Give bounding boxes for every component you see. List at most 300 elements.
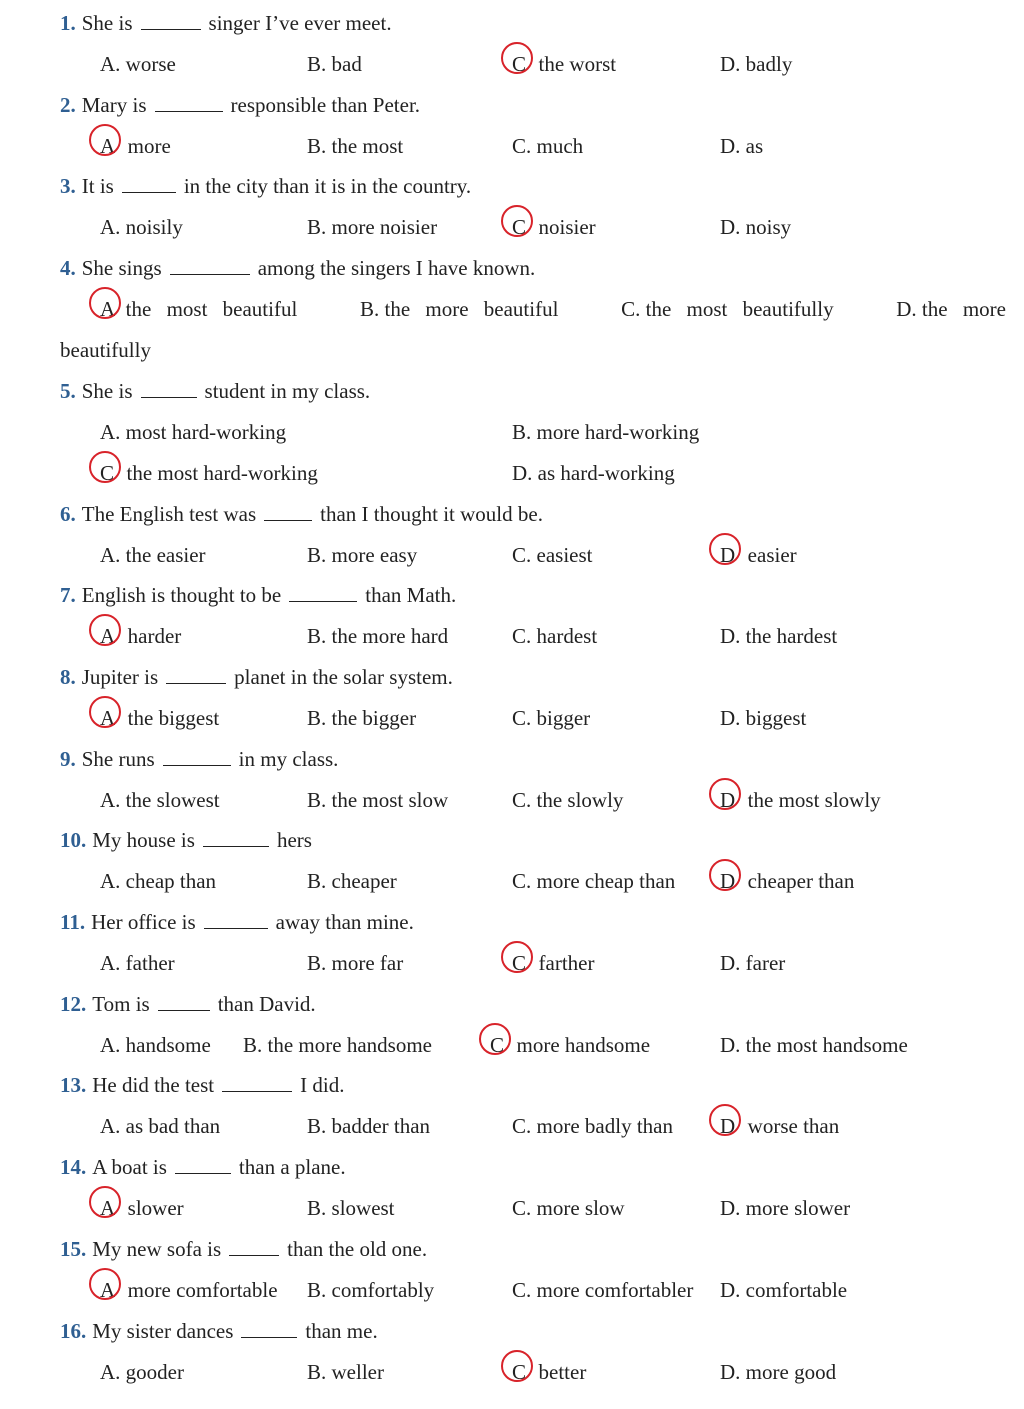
options-row (0, 210, 1024, 244)
option-letter: A (100, 292, 115, 326)
option-separator: . (735, 133, 746, 158)
option-text: biggest (745, 705, 807, 730)
answer-blank (122, 170, 176, 193)
option-text: the easier (125, 542, 206, 567)
option-b[interactable] (307, 864, 397, 898)
question-number: 4. (60, 256, 76, 281)
option-c[interactable] (512, 47, 616, 81)
option-b[interactable] (307, 47, 362, 81)
option-separator: . (735, 705, 746, 730)
options-row (0, 1355, 1024, 1389)
option-d[interactable] (720, 47, 792, 81)
option-a[interactable] (100, 129, 171, 163)
option-text: worse than (747, 1114, 840, 1139)
option-letter: B (307, 542, 322, 567)
option-separator: . (115, 951, 126, 975)
option-letter: A (100, 1359, 116, 1384)
option-text: more noisier (331, 215, 438, 240)
question-16 (60, 1314, 1020, 1348)
question-text-before: She runs (81, 746, 155, 771)
question-number: 16. (60, 1318, 87, 1343)
option-d[interactable] (720, 701, 806, 735)
option-d[interactable] (720, 946, 785, 980)
option-letter: C (490, 1028, 504, 1062)
option-b[interactable] (307, 538, 417, 572)
option-text: the more hard (331, 624, 449, 649)
option-c[interactable] (512, 619, 597, 653)
option-letter: B (307, 1196, 322, 1221)
option-text: as (745, 133, 764, 158)
options-row (0, 47, 1024, 81)
question-number: 2. (60, 92, 76, 117)
option-text: more far (331, 951, 404, 975)
question-text-before: English is thought to be (81, 583, 282, 608)
option-separator: . (115, 1032, 126, 1057)
option-text: the slowly (536, 787, 624, 812)
option-text: better (538, 1359, 587, 1384)
option-text: comfortable (745, 1277, 848, 1302)
answer-blank (166, 661, 226, 684)
option-letter: B (307, 624, 322, 649)
question-number: 3. (60, 174, 76, 199)
question-text-before: My house is (92, 828, 195, 853)
question-text-after: responsible than Peter. (230, 92, 421, 117)
option-letter: B (512, 419, 527, 444)
option-separator: . (526, 133, 537, 158)
option-separator: . (115, 787, 126, 812)
option-separator: . (321, 1277, 332, 1302)
option-b[interactable] (360, 292, 558, 326)
option-c[interactable] (512, 946, 594, 980)
question-1 (60, 6, 1020, 40)
option-c[interactable] (512, 538, 593, 572)
question-12 (60, 987, 1020, 1021)
option-separator: . (115, 52, 126, 76)
option-b[interactable] (307, 619, 448, 653)
question-text-before: She is (81, 11, 133, 35)
question-number: 15. (60, 1236, 87, 1261)
question-7 (60, 578, 1020, 612)
options-row (0, 619, 1024, 653)
option-text: cheap than (125, 869, 217, 894)
option-separator: . (735, 1277, 746, 1302)
question-4 (60, 251, 1020, 285)
option-c[interactable] (512, 1273, 693, 1307)
option-text: more slower (745, 1196, 851, 1221)
options-row (0, 946, 1024, 980)
question-number: 11. (60, 910, 86, 934)
question-9 (60, 742, 1020, 776)
option-text: slowest (331, 1196, 395, 1221)
option-letter: D (720, 1359, 736, 1384)
question-number: 14. (60, 1155, 87, 1180)
option-letter: B (307, 52, 322, 76)
option-c[interactable] (512, 1355, 586, 1389)
option-letter: C (512, 1196, 527, 1221)
option-letter: D (720, 624, 736, 649)
option-a[interactable] (100, 1109, 220, 1143)
question-text-before: She is (81, 378, 133, 403)
option-text: the more handsome (267, 1032, 432, 1057)
option-separator: . (526, 1114, 537, 1139)
option-d[interactable] (720, 1355, 836, 1389)
question-text-after: than I thought it would be. (320, 501, 543, 526)
option-b[interactable] (307, 1355, 384, 1389)
option-letter: A (100, 619, 115, 653)
question-text-after: hers (276, 828, 312, 853)
answer-blank (163, 743, 231, 766)
option-separator: . (526, 1196, 537, 1221)
option-letter: A (100, 951, 116, 975)
option-separator: . (526, 869, 537, 894)
question-text-before: Jupiter is (81, 664, 159, 689)
option-text: the most handsome (745, 1032, 908, 1057)
question-text-after: among the singers I have known. (257, 256, 536, 281)
option-d-continued: beautifully (60, 338, 151, 363)
option-separator: . (321, 1359, 332, 1384)
question-5 (60, 374, 1020, 408)
option-separator: . (115, 1359, 126, 1384)
option-text: more cheap than (536, 869, 676, 894)
option-letter: C (512, 47, 526, 81)
option-separator: . (257, 1032, 268, 1057)
option-letter: B (307, 787, 322, 812)
option-c[interactable] (490, 1028, 650, 1062)
option-letter: C (621, 297, 636, 322)
option-a[interactable] (100, 538, 206, 572)
option-b[interactable] (307, 946, 403, 980)
question-text-after: than David. (217, 991, 316, 1016)
option-letter: D (512, 460, 528, 485)
option-letter: B (307, 705, 322, 730)
option-b[interactable] (307, 1273, 434, 1307)
question-text-after: in my class. (238, 746, 339, 771)
option-a[interactable] (100, 1191, 184, 1225)
option-d[interactable] (720, 1109, 839, 1143)
option-text: more badly than (536, 1114, 673, 1139)
option-c[interactable] (512, 783, 623, 817)
option-separator: . (321, 705, 332, 730)
option-separator: . (321, 1114, 332, 1139)
option-c[interactable] (512, 129, 583, 163)
option-d[interactable] (720, 1273, 847, 1307)
option-text: harder (127, 624, 182, 649)
question-text-after: singer I’ve ever meet. (208, 11, 392, 35)
options-row (0, 538, 1024, 572)
question-number: 6. (60, 501, 76, 526)
option-letter: B (243, 1032, 258, 1057)
option-text: the more beautiful (384, 297, 559, 322)
option-text: the biggest (127, 705, 220, 730)
option-separator: . (526, 705, 537, 730)
option-letter: C (512, 787, 527, 812)
option-separator: . (735, 1196, 746, 1221)
option-separator: . (321, 215, 332, 240)
option-separator: . (321, 787, 332, 812)
question-15 (60, 1232, 1020, 1266)
options-row (0, 129, 1024, 163)
options-row (0, 783, 1024, 817)
option-text: handsome (125, 1032, 211, 1057)
option-d[interactable] (896, 292, 1006, 326)
option-text: hardest (536, 624, 598, 649)
option-separator: . (735, 624, 746, 649)
option-text: slower (127, 1196, 184, 1221)
option-text: the most beautiful (125, 297, 298, 322)
question-number: 1. (60, 11, 76, 35)
option-d[interactable] (720, 783, 881, 817)
option-letter: D (720, 783, 735, 817)
option-c[interactable] (512, 864, 675, 898)
option-d[interactable] (720, 1191, 850, 1225)
option-text: father (125, 951, 175, 975)
option-text: worse (125, 52, 176, 76)
option-a[interactable] (100, 864, 216, 898)
option-d[interactable] (720, 129, 763, 163)
options-row (0, 415, 1024, 449)
option-text: the most hard-working (126, 460, 318, 485)
option-letter: B (307, 1277, 322, 1302)
option-a[interactable] (100, 1273, 278, 1307)
answer-blank (141, 7, 201, 30)
option-letter: C (512, 210, 526, 244)
option-text: more hard-working (536, 419, 700, 444)
option-letter: A (100, 129, 115, 163)
option-separator: . (735, 1032, 746, 1057)
option-b[interactable] (307, 210, 437, 244)
option-text: as bad than (125, 1114, 221, 1139)
option-text: bad (331, 52, 362, 76)
option-text: comfortably (331, 1277, 435, 1302)
question-8 (60, 660, 1020, 694)
option-letter: D (720, 52, 736, 76)
answer-blank (241, 1315, 297, 1338)
option-text: farer (745, 951, 786, 975)
option-a[interactable] (100, 1028, 211, 1062)
option-letter: B (307, 1114, 322, 1139)
option-letter: A (100, 542, 116, 567)
question-text-before: Her office is (91, 910, 196, 934)
option-letter: C (512, 1114, 527, 1139)
option-letter: A (100, 215, 116, 240)
answer-blank (155, 89, 223, 112)
answer-blank (289, 579, 357, 602)
options-row (0, 1109, 1024, 1143)
option-a[interactable] (100, 783, 220, 817)
option-letter: A (100, 52, 116, 76)
question-text-after: in the city than it is in the country. (183, 174, 472, 199)
answer-blank (222, 1069, 292, 1092)
option-separator: . (526, 419, 537, 444)
question-3 (60, 169, 1020, 203)
question-number: 13. (60, 1073, 87, 1098)
option-separator: . (526, 624, 537, 649)
answer-blank (229, 1233, 279, 1256)
option-separator: . (321, 624, 332, 649)
option-a[interactable] (100, 619, 181, 653)
option-letter: C (100, 456, 114, 490)
option-separator: . (526, 1277, 537, 1302)
answer-blank (204, 906, 268, 929)
option-letter: B (307, 133, 322, 158)
option-a[interactable] (100, 1355, 184, 1389)
options-row (0, 1191, 1024, 1225)
option-letter: D (720, 1109, 735, 1143)
option-text: more comfortable (127, 1277, 278, 1302)
option-letter: A (100, 701, 115, 735)
question-number: 5. (60, 378, 76, 403)
option-separator: . (115, 869, 126, 894)
question-text-before: She sings (81, 256, 162, 281)
option-separator: . (321, 869, 332, 894)
option-d[interactable] (720, 210, 791, 244)
option-text: the more (921, 297, 1006, 322)
option-text: more handsome (516, 1032, 651, 1057)
option-letter: A (100, 1191, 115, 1225)
option-letter: D (720, 1277, 736, 1302)
option-letter: A (100, 419, 116, 444)
option-letter: C (512, 946, 526, 980)
option-text: noisier (538, 215, 596, 240)
option-text: badder than (331, 1114, 431, 1139)
question-11 (60, 905, 1020, 939)
option-text: most hard-working (125, 419, 287, 444)
option-d[interactable] (720, 538, 797, 572)
question-text-after: than the old one. (287, 1236, 428, 1261)
option-text: weller (331, 1359, 384, 1384)
option-c[interactable] (512, 701, 590, 735)
answer-blank (158, 988, 210, 1011)
question-2 (60, 88, 1020, 122)
question-text-before: He did the test (92, 1073, 215, 1098)
option-c[interactable] (100, 456, 318, 490)
option-text: the hardest (745, 624, 838, 649)
option-letter: D (896, 297, 912, 322)
option-separator: . (526, 787, 537, 812)
question-text-before: It is (81, 174, 114, 199)
option-separator: . (735, 215, 746, 240)
option-letter: C (512, 1277, 527, 1302)
option-b[interactable] (243, 1028, 432, 1062)
option-separator: . (526, 542, 537, 567)
option-letter: A (100, 1273, 115, 1307)
option-text: more slow (536, 1196, 625, 1221)
option-c[interactable] (512, 1109, 673, 1143)
answer-blank (203, 824, 269, 847)
option-text: the worst (538, 52, 617, 76)
option-b[interactable] (307, 129, 403, 163)
option-letter: D (720, 133, 736, 158)
option-letter: D (720, 1032, 736, 1057)
question-text-after: away than mine. (275, 910, 414, 934)
option-text: cheaper (331, 869, 397, 894)
option-letter: D (720, 951, 736, 975)
option-separator: . (115, 1114, 126, 1139)
answer-blank (170, 252, 250, 275)
option-d[interactable] (512, 456, 675, 490)
option-text: easier (747, 542, 797, 567)
option-d[interactable] (720, 619, 837, 653)
option-a[interactable] (100, 47, 176, 81)
question-text-after: I did. (300, 1073, 345, 1098)
question-text-after: planet in the solar system. (234, 664, 453, 689)
option-separator: . (527, 460, 538, 485)
option-d[interactable] (720, 864, 854, 898)
option-b[interactable] (512, 415, 699, 449)
option-letter: B (359, 297, 374, 322)
option-letter: B (307, 1359, 322, 1384)
question-text-after: student in my class. (204, 378, 371, 403)
option-letter: D (720, 1196, 736, 1221)
question-text-after: than Math. (365, 583, 457, 608)
option-separator: . (735, 1359, 746, 1384)
question-text-after: than me. (305, 1318, 378, 1343)
option-b[interactable] (307, 1109, 430, 1143)
option-a[interactable] (100, 415, 286, 449)
option-text: gooder (125, 1359, 184, 1384)
option-a[interactable] (100, 701, 219, 735)
option-separator: . (115, 215, 126, 240)
option-b[interactable] (307, 783, 448, 817)
option-letter: C (512, 133, 527, 158)
options-row (0, 701, 1024, 735)
option-c[interactable] (512, 1191, 625, 1225)
question-text-before: Tom is (92, 991, 150, 1016)
option-letter: B (307, 215, 322, 240)
option-letter: A (100, 1114, 116, 1139)
option-text: bigger (536, 705, 591, 730)
option-text: noisy (745, 215, 792, 240)
option-letter: C (512, 624, 527, 649)
question-text-before: My sister dances (92, 1318, 234, 1343)
option-a[interactable] (100, 946, 175, 980)
option-d[interactable] (720, 1028, 908, 1062)
option-letter: D (720, 705, 736, 730)
question-text-before: My new sofa is (92, 1236, 222, 1261)
option-letter: A (100, 1032, 116, 1057)
option-b[interactable] (307, 1191, 395, 1225)
answer-blank (175, 1151, 231, 1174)
option-text: badly (745, 52, 793, 76)
option-letter: C (512, 869, 527, 894)
option-separator: . (635, 297, 646, 322)
question-text-before: A boat is (92, 1155, 167, 1180)
option-a[interactable] (100, 210, 183, 244)
option-a[interactable] (100, 292, 297, 326)
question-number: 12. (60, 991, 87, 1016)
question-number: 10. (60, 828, 87, 853)
answer-blank (264, 498, 312, 521)
option-text: farther (538, 951, 595, 975)
question-number: 8. (60, 664, 76, 689)
option-text: the most (331, 133, 404, 158)
question-13 (60, 1068, 1020, 1102)
option-letter: B (307, 951, 322, 975)
option-c[interactable] (621, 292, 834, 326)
option-text: the slowest (125, 787, 220, 812)
option-separator: . (321, 133, 332, 158)
question-text-before: Mary is (81, 92, 147, 117)
option-letter: C (512, 705, 527, 730)
option-separator: . (115, 542, 126, 567)
options-row (100, 292, 1006, 326)
option-separator: . (373, 297, 385, 322)
option-letter: A (100, 869, 116, 894)
option-c[interactable] (512, 210, 596, 244)
option-letter: D (720, 538, 735, 572)
option-separator: . (321, 1196, 332, 1221)
option-b[interactable] (307, 701, 416, 735)
